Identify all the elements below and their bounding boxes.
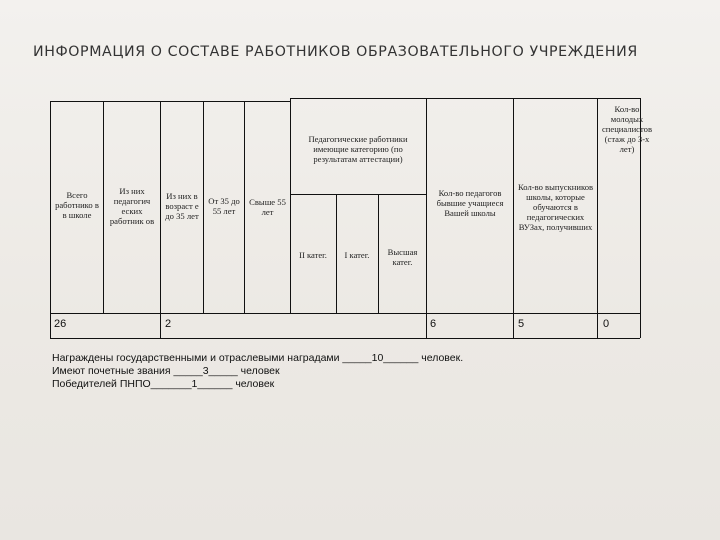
header-under35: Из них в возраст е до 35 лет	[165, 191, 199, 221]
table-border-bottom	[50, 338, 640, 339]
awards-notes	[52, 352, 463, 391]
note-pnpo-winners: Победителей ПНПО_______1______ человек	[52, 378, 275, 390]
col-divider-9	[513, 98, 514, 338]
header-graduates-ped: Кол-во выпускников школы, которые обучаются в педагогических ВУЗах, получивших	[517, 182, 594, 232]
table-border-left	[50, 101, 51, 338]
note-honorary-titles: Имеют почетные звания _____3_____ человек	[52, 365, 280, 377]
header-cat2: II катег.	[299, 250, 327, 260]
header-categories-group: Педагогические работники имеющие категорию (по результатам аттестации)	[308, 134, 408, 164]
col-divider-3	[203, 101, 204, 313]
col-divider-10	[597, 98, 598, 338]
page-title: ИНФОРМАЦИЯ О СОСТАВЕ РАБОТНИКОВ ОБРАЗОВАТЕЛЬНОГО УЧРЕЖДЕНИЯ	[33, 44, 638, 60]
note-state-awards: Награждены государственными и отраслевыми наградами _____10______ человек.	[52, 352, 464, 364]
header-teachers: Из них педагогич еских работник ов	[109, 186, 155, 226]
value-graduates-ped: 5	[518, 318, 525, 330]
col-divider-2	[160, 101, 161, 338]
col-divider-5	[290, 98, 291, 313]
header-age35-55: От 35 до 55 лет	[208, 196, 240, 216]
col-divider-1	[103, 101, 104, 313]
table-divider-categories	[290, 194, 426, 195]
header-over55: Свыше 55 лет	[249, 197, 286, 217]
table-border-top	[290, 98, 640, 99]
col-divider-8	[426, 98, 427, 338]
table-border-upper	[50, 101, 290, 102]
header-cat-high: Высшая катег.	[387, 247, 418, 267]
value-total: 26	[54, 318, 67, 330]
col-divider-4	[244, 101, 245, 313]
value-alumni-teachers: 6	[430, 318, 437, 330]
header-cat1: I катег.	[344, 250, 370, 260]
value-under35: 2	[165, 318, 172, 330]
table-divider-values	[50, 313, 640, 314]
col-divider-7	[378, 194, 379, 313]
header-alumni-teachers: Кол-во педагогов бывшие учащиеся Вашей школы	[436, 188, 504, 218]
header-total: Всего работнико в в школе	[55, 190, 99, 220]
value-young-specialists: 0	[603, 318, 610, 330]
header-young-specialists: Кол-во молодых специалистов (стаж до 3-х лет)	[601, 104, 652, 154]
